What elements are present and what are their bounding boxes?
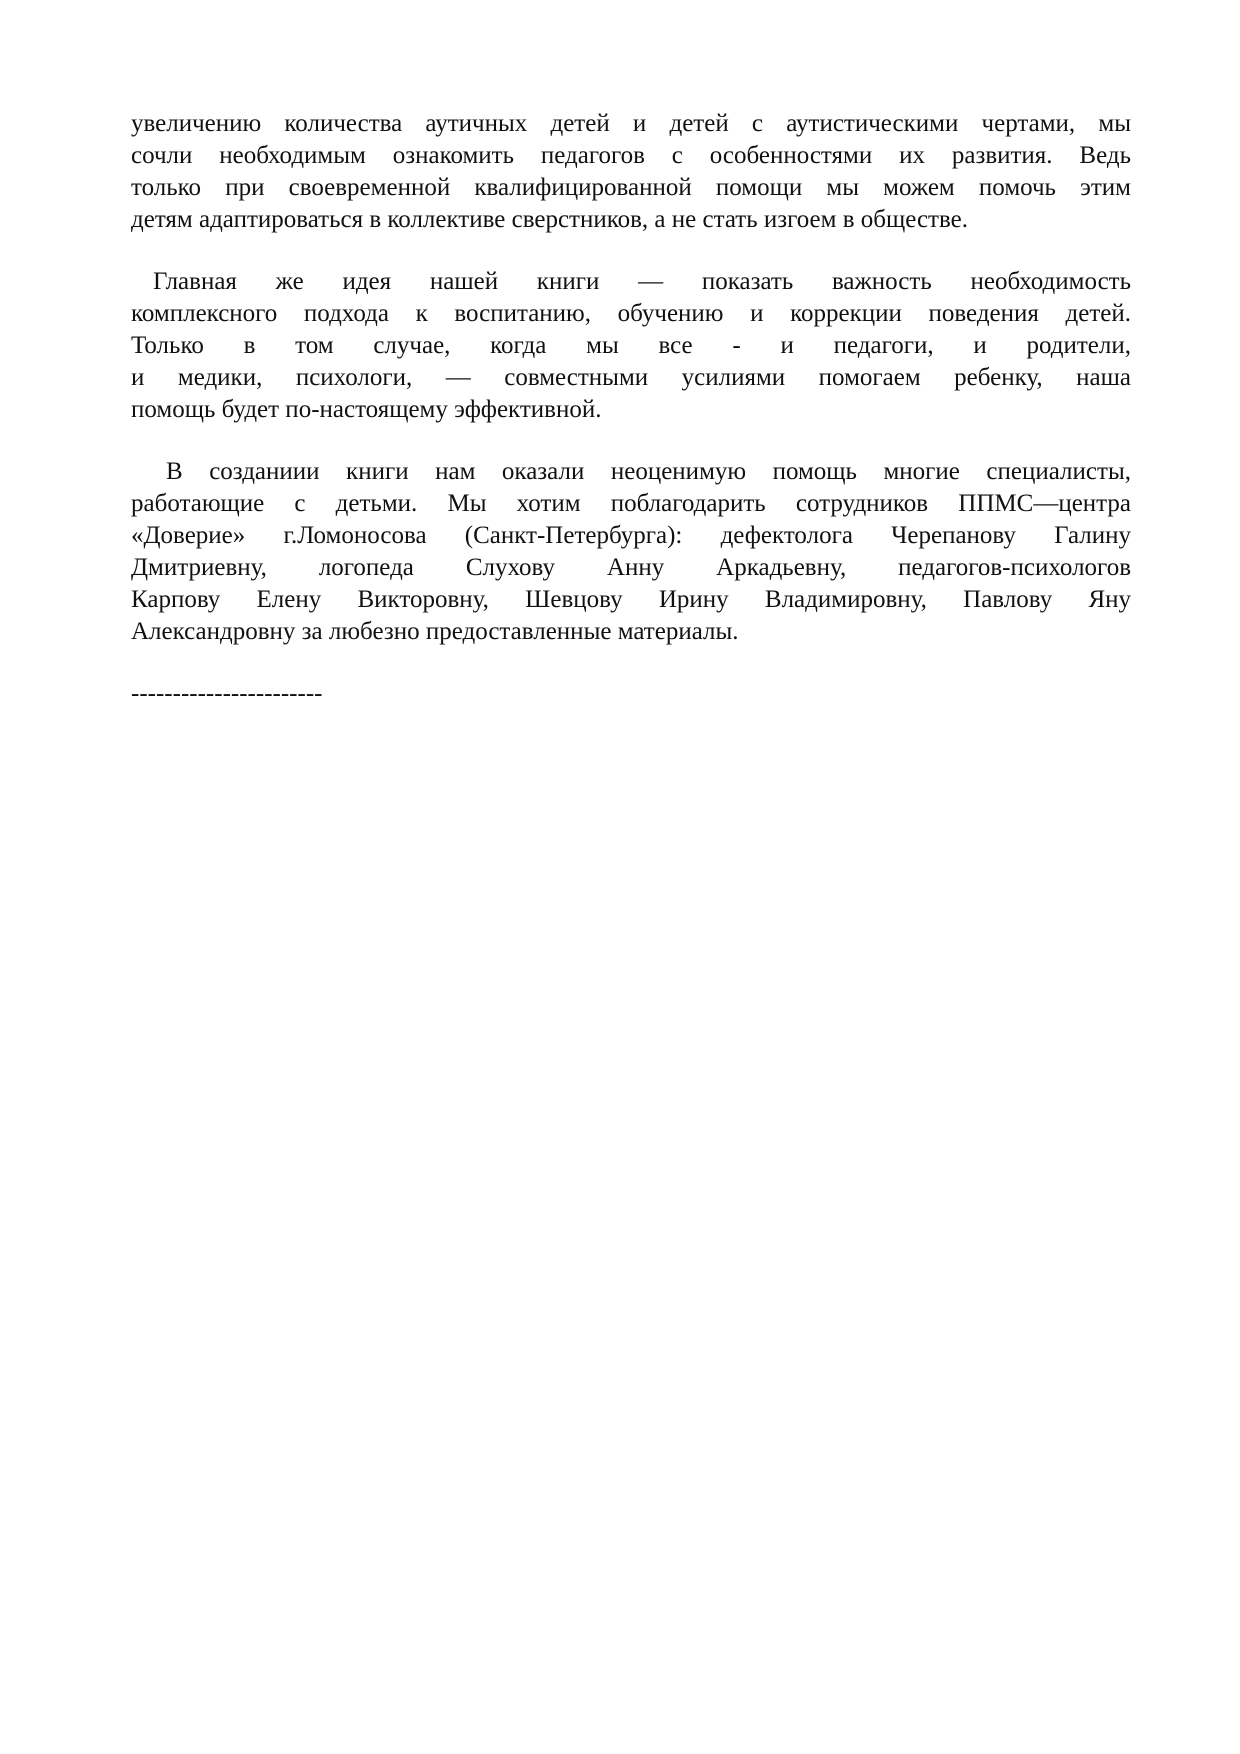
- paragraph-intro: [131, 108, 1131, 236]
- footnote-separator: -----------------------: [131, 680, 323, 707]
- text-line: только при своевременной квалифицированной помощи мы можем помочь этим: [131, 174, 1131, 201]
- text-line: Карпову Елену Викторовну, Шевцову Ирину Владимировну, Павлову Яну: [131, 586, 1131, 613]
- text-line: работающие с детьми. Мы хотим поблагодарить сотрудников ППМС—центра: [131, 490, 1131, 517]
- text-line: помощь будет по-настоящему эффективной.: [131, 396, 602, 423]
- text-line: Александровну за любезно предоставленные материалы.: [131, 618, 739, 645]
- text-line: комплексного подхода к воспитанию, обучению и коррекции поведения детей.: [131, 300, 1131, 327]
- text-line: детям адаптироваться в коллективе сверстников, а не стать изгоем в обществе.: [131, 206, 968, 233]
- document-page: [131, 108, 1131, 710]
- text-line: и медики, психологи, — совместными усилиями помогаем ребенку, наша: [131, 364, 1131, 391]
- text-line: «Доверие» г.Ломоносова (Санкт-Петербурга): дефектолога Черепанову Галину: [131, 522, 1131, 549]
- text-line: увеличению количества аутичных детей и детей с аутистическими чертами, мы: [131, 110, 1131, 137]
- paragraph-main-idea: [131, 266, 1131, 426]
- text-line: Только в том случае, когда мы все - и педагоги, и родители,: [131, 332, 1131, 359]
- text-line: Дмитриевну, логопеда Слухову Анну Аркадьевну, педагогов-психологов: [131, 554, 1131, 581]
- text-line: сочли необходимым ознакомить педагогов с особенностями их развития. Ведь: [131, 142, 1131, 169]
- paragraph-acknowledgements: [131, 456, 1131, 648]
- text-line: Главная же идея нашей книги — показать важность необходимость: [153, 268, 1131, 295]
- text-line: В созданиии книги нам оказали неоценимую помощь многие специалисты,: [166, 458, 1131, 485]
